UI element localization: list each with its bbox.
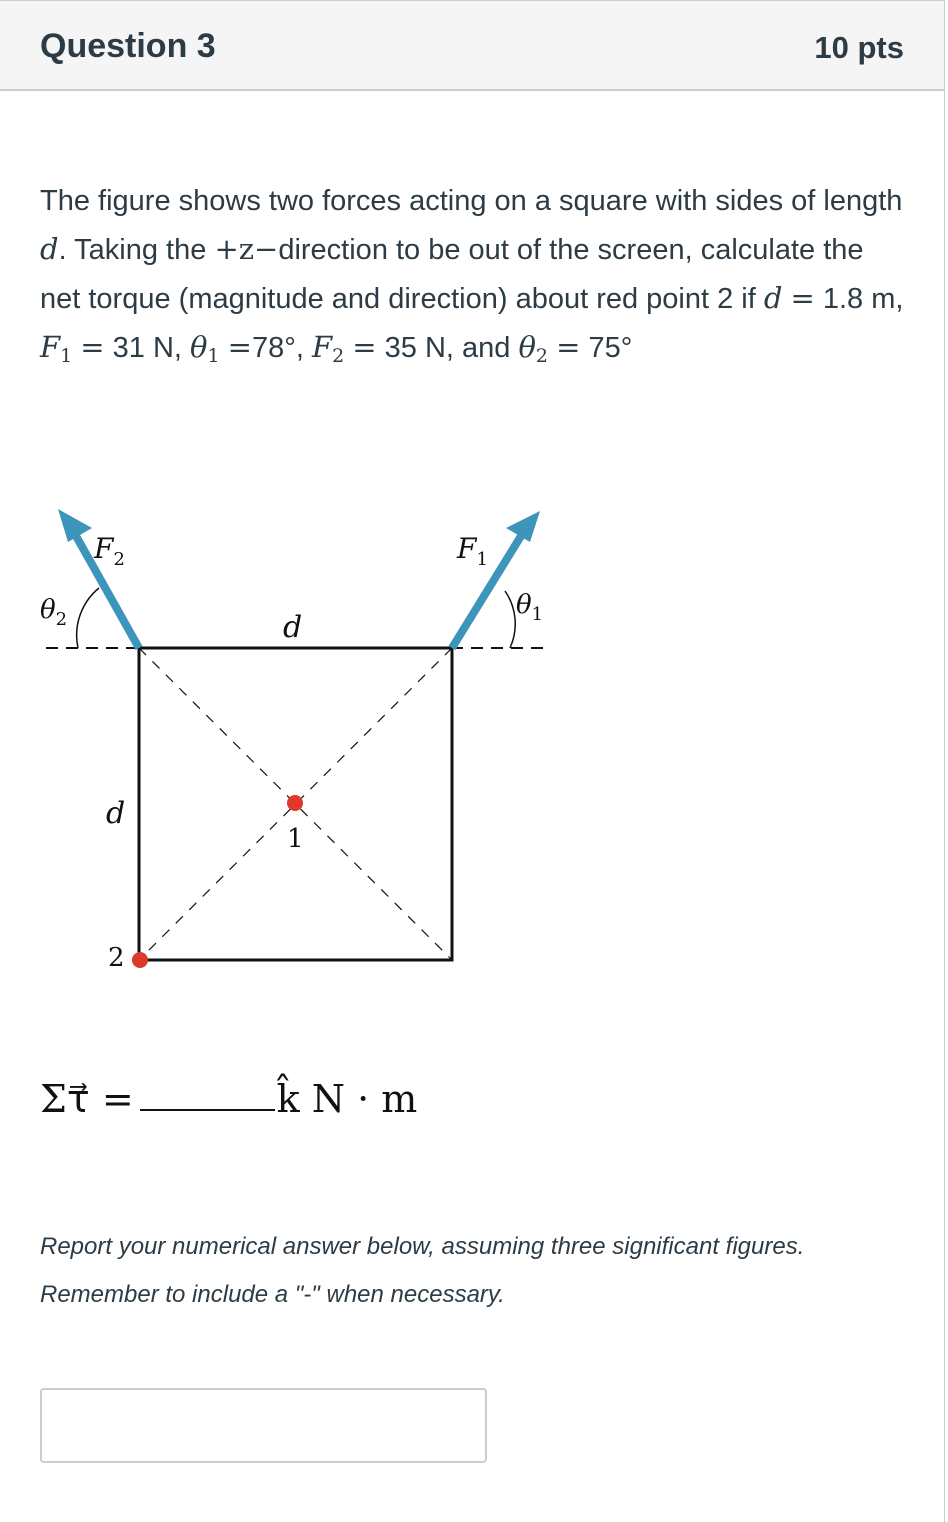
point-1-dot [287,795,303,811]
question-points: 10 pts [814,30,904,65]
net-torque-equation [40,1069,640,1129]
f2-label: $F_2$ [94,532,125,570]
force-diagram [36,506,556,976]
theta1-label: $\theta_1$ [516,590,544,625]
torque-blank [140,1069,275,1111]
theta2-arc [77,588,99,648]
force-f2-arrowhead [58,509,92,542]
torque-sum-label: Στ⃗ = [40,1077,134,1121]
question-header [0,1,944,91]
f1-label: $F_1$ [457,532,488,570]
force-f1-arrowhead [506,511,540,542]
instruction-sign: Remember to include a "-" when necessary. [40,1281,505,1308]
side-length-top-label: d [283,610,303,645]
side-length-left-label: d [106,796,126,831]
question-prompt: The figure shows two forces acting on a square with sides of length d. Taking the +z−direction to be out of the screen, calculate the net torque (magnitude and direction) about red point 2 if d = 1.8 m, $F_1 = 31$ N, $\theta_1 =78^\circ$, $F_2 = 35$ N, and $\theta_2 = 75^\circ$ [40,185,904,367]
torque-unit: k̂ N · m [276,1077,418,1121]
question-title: Question 3 [40,27,216,65]
theta2-label: $\theta_2$ [40,595,68,630]
point-2-label: 2 [108,943,125,973]
theta1-arc [505,591,515,648]
instruction-sig-figs: Report your numerical answer below, assuming three significant figures. [40,1233,805,1260]
answer-input[interactable] [40,1388,487,1463]
point-2-dot [132,952,148,968]
point-1-label: 1 [287,824,304,854]
